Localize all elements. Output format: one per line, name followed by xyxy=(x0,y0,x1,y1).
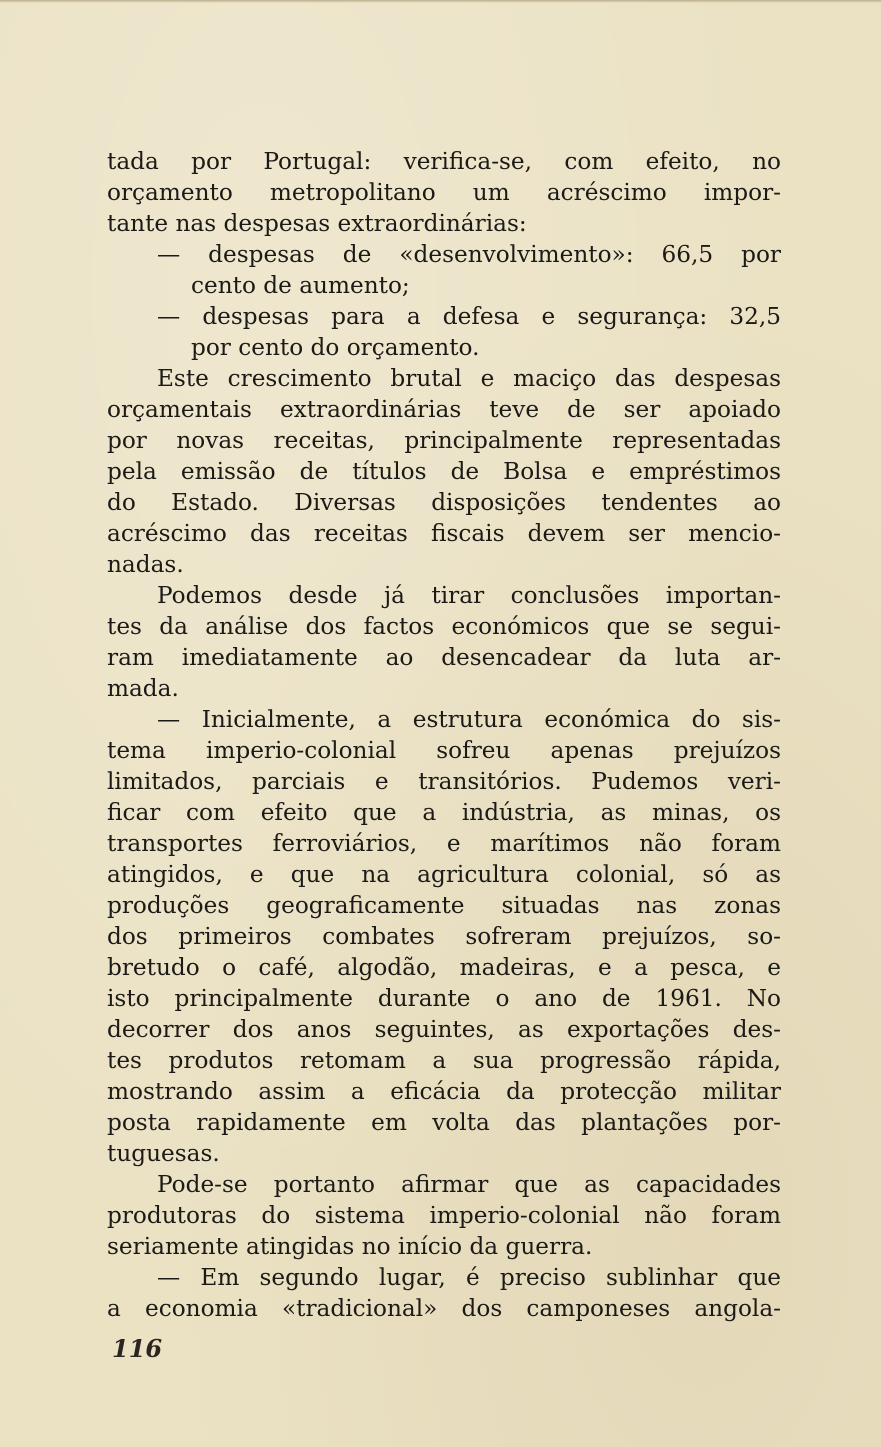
text-line: a economia «tradicional» dos camponeses angola- xyxy=(107,1295,781,1322)
text-line: ficar com efeito que a indústria, as minas, os xyxy=(107,799,781,826)
text-line: limitados, parciais e transitórios. Pudemos veri- xyxy=(107,768,781,795)
text-line: produtoras do sistema imperio-colonial não foram xyxy=(107,1202,781,1229)
text-line: acréscimo das receitas fiscais devem ser mencio- xyxy=(107,520,781,547)
text-line: tuguesas. xyxy=(107,1140,220,1167)
text-line: isto principalmente durante o ano de 1961. No xyxy=(107,985,781,1012)
text-line: — despesas de «desenvolvimento»: 66,5 por xyxy=(157,241,781,268)
text-line: tes da análise dos factos económicos que se segui- xyxy=(107,613,781,640)
text-line: tema imperio-colonial sofreu apenas prejuízos xyxy=(107,737,781,764)
text-line: tada por Portugal: verifica-se, com efeito, no xyxy=(107,148,781,175)
text-line: por cento do orçamento. xyxy=(191,334,480,361)
text-line: Pode-se portanto afirmar que as capacidades xyxy=(157,1171,781,1198)
text-line: mostrando assim a eficácia da protecção militar xyxy=(107,1078,781,1105)
text-line: — Em segundo lugar, é preciso sublinhar que xyxy=(157,1264,781,1291)
text-line: Podemos desde já tirar conclusões importan- xyxy=(157,582,781,609)
text-line: bretudo o café, algodão, madeiras, e a pesca, e xyxy=(107,954,781,981)
text-line: por novas receitas, principalmente representadas xyxy=(107,427,781,454)
text-line: orçamento metropolitano um acréscimo impor- xyxy=(107,179,781,206)
text-line: cento de aumento; xyxy=(191,272,410,299)
text-line: dos primeiros combates sofreram prejuízos, so- xyxy=(107,923,781,950)
text-line: transportes ferroviários, e marítimos não foram xyxy=(107,830,781,857)
text-line: seriamente atingidas no início da guerra. xyxy=(107,1233,593,1260)
text-line: posta rapidamente em volta das plantações por- xyxy=(107,1109,781,1136)
text-line: tante nas despesas extraordinárias: xyxy=(107,210,527,237)
text-line: — Inicialmente, a estrutura económica do sis- xyxy=(157,706,781,733)
text-line: ram imediatamente ao desencadear da luta ar- xyxy=(107,644,781,671)
text-line: produções geograficamente situadas nas zonas xyxy=(107,892,781,919)
text-line: decorrer dos anos seguintes, as exportações des- xyxy=(107,1016,781,1043)
text-line: Este crescimento brutal e maciço das despesas xyxy=(157,365,781,392)
text-line: tes produtos retomam a sua progressão rápida, xyxy=(107,1047,781,1074)
text-line: do Estado. Diversas disposições tendentes ao xyxy=(107,489,781,516)
page-number: 116 xyxy=(112,1334,163,1363)
text-line: atingidos, e que na agricultura colonial, só as xyxy=(107,861,781,888)
text-line: nadas. xyxy=(107,551,184,578)
page-top-edge xyxy=(0,0,881,3)
text-line: mada. xyxy=(107,675,179,702)
text-line: — despesas para a defesa e segurança: 32,5 xyxy=(157,303,781,330)
text-line: orçamentais extraordinárias teve de ser apoiado xyxy=(107,396,781,423)
text-line: pela emissão de títulos de Bolsa e empréstimos xyxy=(107,458,781,485)
